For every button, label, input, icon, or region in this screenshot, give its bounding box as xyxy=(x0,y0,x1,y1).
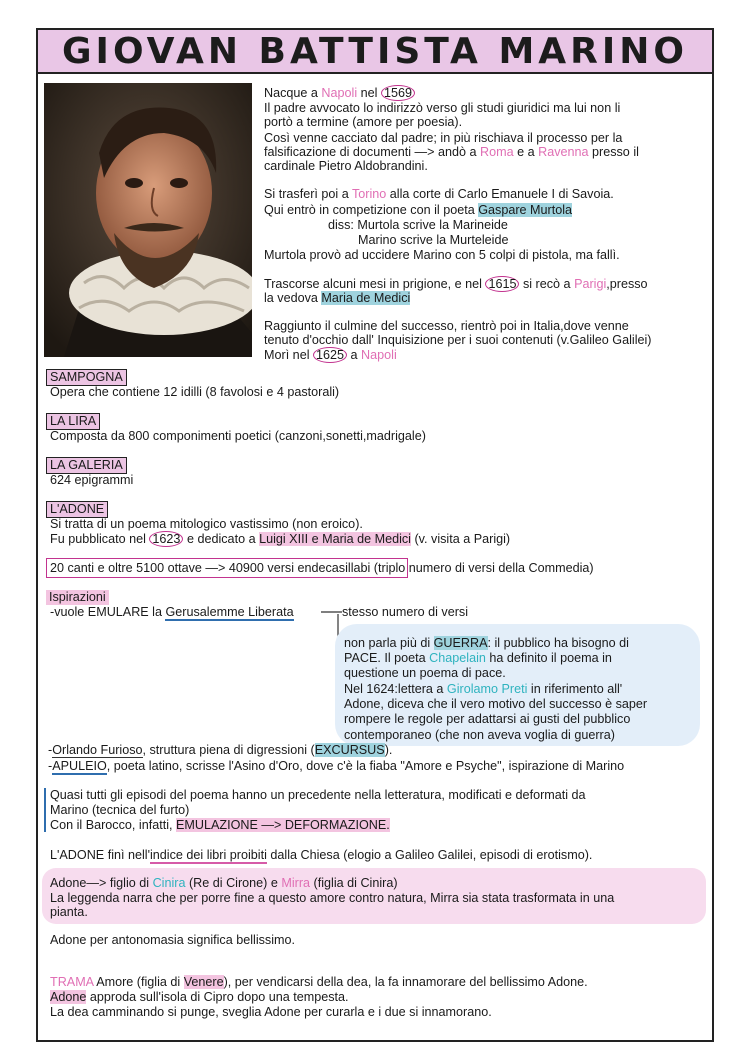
bio-line: Qui entrò in competizione con il poeta Gaspare Murtola xyxy=(264,203,573,217)
note-line: Adone, diceva che il vero motivo del successo è saper xyxy=(344,697,648,711)
bio-line: Nacque a Napoli nel 1569 xyxy=(264,86,415,100)
bio-line: cardinale Pietro Aldobrandini. xyxy=(264,159,428,173)
indice-line: L'ADONE finì nell'indice dei libri proibiti dalla Chiesa (elogio a Galileo Galilei, episodi di erotismo). xyxy=(50,848,593,862)
mito-line: pianta. xyxy=(50,905,88,919)
ispirazioni-line: -APULEIO, poeta latino, scrisse l'Asino d'Oro, dove c'è la fiaba "Amore e Psyche", ispirazione di Marino xyxy=(48,759,625,773)
trama-line: TRAMA Amore (figlia di Venere), per vendicarsi della dea, la fa innamorare del bellissimo Adone. xyxy=(50,975,588,989)
heading-sampogna: SAMPOGNA xyxy=(46,369,127,386)
work-desc: Opera che contiene 12 idilli (8 favolosi e 4 pastorali) xyxy=(50,385,340,399)
trama-line: La dea camminando si punge, sveglia Adone per curarla e i due si innamorano. xyxy=(50,1005,492,1019)
bio-line: Murtola provò ad uccidere Marino con 5 colpi di pistola, ma fallì. xyxy=(264,248,620,262)
furto-line: Con il Barocco, infatti, EMULAZIONE —> DEFORMAZIONE. xyxy=(50,818,390,832)
note-line: rompere le regole per adattarsi ai gusti del pubblico xyxy=(344,712,631,726)
heading-galeria: LA GALERIA xyxy=(46,457,127,474)
note-line: PACE. Il poeta Chapelain ha definito il poema in xyxy=(344,651,612,665)
bio-line: Così venne cacciato dal padre; in più rischiava il processo per la xyxy=(264,131,623,145)
bio-line: Si trasferì poi a Torino alla corte di Carlo Emanuele I di Savoia. xyxy=(264,187,614,201)
ispirazioni-line: -vuole EMULARE la Gerusalemme Liberata xyxy=(50,605,294,619)
bio-line: diss: Murtola scrive la Marineide xyxy=(328,218,508,232)
bio-line: Il padre avvocato lo indirizzò verso gli studi giuridici ma lui non li xyxy=(264,101,621,115)
note-line: questione un poema di pace. xyxy=(344,666,506,680)
note-line: Nel 1624:lettera a Girolamo Preti in riferimento all' xyxy=(344,682,623,696)
work-desc: Composta da 800 componimenti poetici (canzoni,sonetti,madrigale) xyxy=(50,429,426,443)
ispirazioni-line: -Orlando Furioso, struttura piena di digressioni (EXCURSUS). xyxy=(48,743,393,757)
portrait-image xyxy=(44,83,252,357)
bio-line: falsificazione di documenti —> andò a Roma e a Ravenna presso il xyxy=(264,145,639,159)
bio-line: tenuto d'occhio dall' Inquisizione per i suoi contenuti (v.Galileo Galilei) xyxy=(264,333,652,347)
bio-line: Raggiunto il culmine del successo, rientrò poi in Italia,dove venne xyxy=(264,319,629,333)
bio-line: Marino scrive la Murteleide xyxy=(358,233,509,247)
furto-line: Marino (tecnica del furto) xyxy=(50,803,190,817)
bio-line: portò a termine (amore per poesia). xyxy=(264,115,463,129)
heading-lira: LA LIRA xyxy=(46,413,100,430)
antonomasia-line: Adone per antonomasia significa bellissimo. xyxy=(50,933,296,947)
mito-line: Adone—> figlio di Cinira (Re di Cirone) e Mirra (figlia di Cinira) xyxy=(50,876,398,890)
bio-line: Morì nel 1625 a Napoli xyxy=(264,348,397,362)
note-line: non parla più di GUERRA: il pubblico ha bisogno di xyxy=(344,636,629,650)
furto-line: Quasi tutti gli episodi del poema hanno un precedente nella letteratura, modificati e deformati da xyxy=(50,788,586,802)
work-desc: Si tratta di un poema mitologico vastissimo (non eroico). xyxy=(50,517,363,531)
trama-line: Adone approda sull'isola di Cipro dopo una tempesta. xyxy=(50,990,349,1004)
note-line: contemporaneo (che non aveva voglia di guerra) xyxy=(344,728,615,742)
heading-adone: L'ADONE xyxy=(46,501,108,518)
mito-line: La leggenda narra che per porre fine a questo amore contro natura, Mirra sia stata trasformata in una xyxy=(50,891,615,905)
ispirazioni-line: stesso numero di versi xyxy=(342,605,468,619)
heading-ispirazioni: Ispirazioni xyxy=(46,590,109,605)
page-title: GIOVAN BATTISTA MARINO xyxy=(36,28,714,74)
place-napoli: Napoli xyxy=(321,86,358,100)
bio-line: Trascorse alcuni mesi in prigione, e nel 1615 si recò a Parigi,presso xyxy=(264,277,648,291)
work-desc: Fu pubblicato nel 1623 e dedicato a Luigi XIII e Maria de Medici (v. visita a Parigi) xyxy=(50,532,511,546)
year-circle: 1569 xyxy=(381,85,415,101)
work-desc: 624 epigrammi xyxy=(50,473,134,487)
margin-bar xyxy=(44,788,46,832)
bio-line: la vedova Maria de Medici xyxy=(264,291,411,305)
canti-line: 20 canti e oltre 5100 ottave —> 40900 versi endecasillabi (triplo numero di versi della Commedia) xyxy=(50,561,594,575)
